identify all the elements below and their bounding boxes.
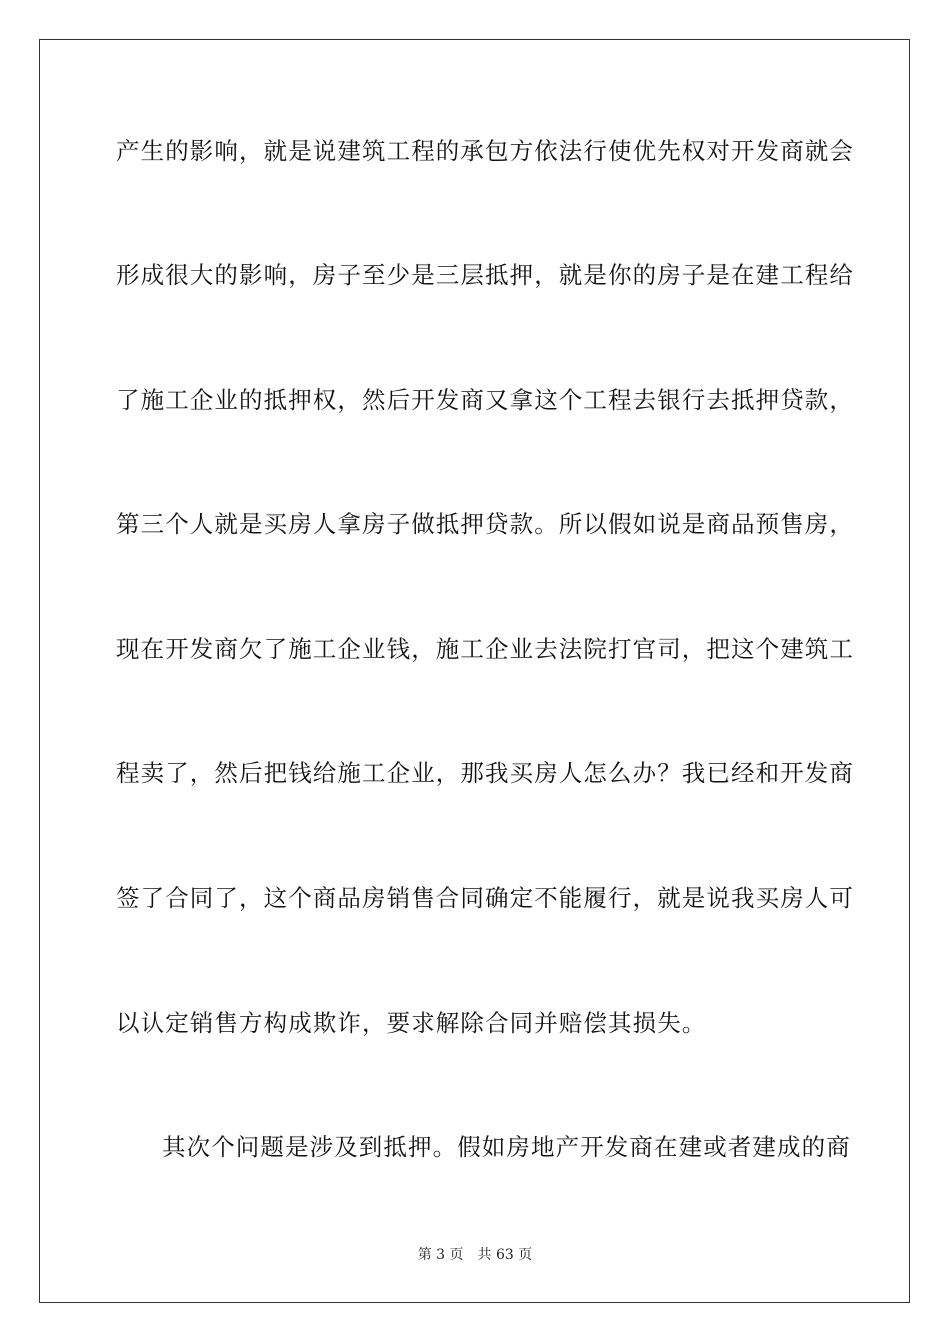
body-text-line-3: 了施工企业的抵押权，然后开发商又拿这个工程去银行去抵押贷款，: [116, 386, 854, 414]
body-text-line-7: 签了合同了，这个商品房销售合同确定不能履行，就是说我买房人可: [116, 884, 854, 912]
paragraph-start-line: 其次个问题是涉及到抵押。假如房地产开发商在建或者建成的商: [162, 1133, 851, 1161]
body-text-line-2: 形成很大的影响，房子至少是三层抵押，就是你的房子是在建工程给: [116, 261, 854, 289]
page-number: 第 3 页: [417, 1247, 464, 1263]
total-pages: 共 63 页: [477, 1247, 533, 1263]
page-border: [39, 39, 910, 1303]
body-text-line-4: 第三个人就是买房人拿房子做抵押贷款。所以假如说是商品预售房，: [116, 510, 854, 538]
body-text-line-1: 产生的影响，就是说建筑工程的承包方依法行使优先权对开发商就会: [116, 137, 854, 165]
body-text-line-6: 程卖了，然后把钱给施工企业，那我买房人怎么办？我已经和开发商: [116, 759, 854, 787]
page-footer: [0, 1246, 950, 1264]
body-text-line-8: 以认定销售方构成欺诈，要求解除合同并赔偿其损失。: [116, 1009, 707, 1037]
body-text-line-5: 现在开发商欠了施工企业钱，施工企业去法院打官司，把这个建筑工: [116, 635, 854, 663]
